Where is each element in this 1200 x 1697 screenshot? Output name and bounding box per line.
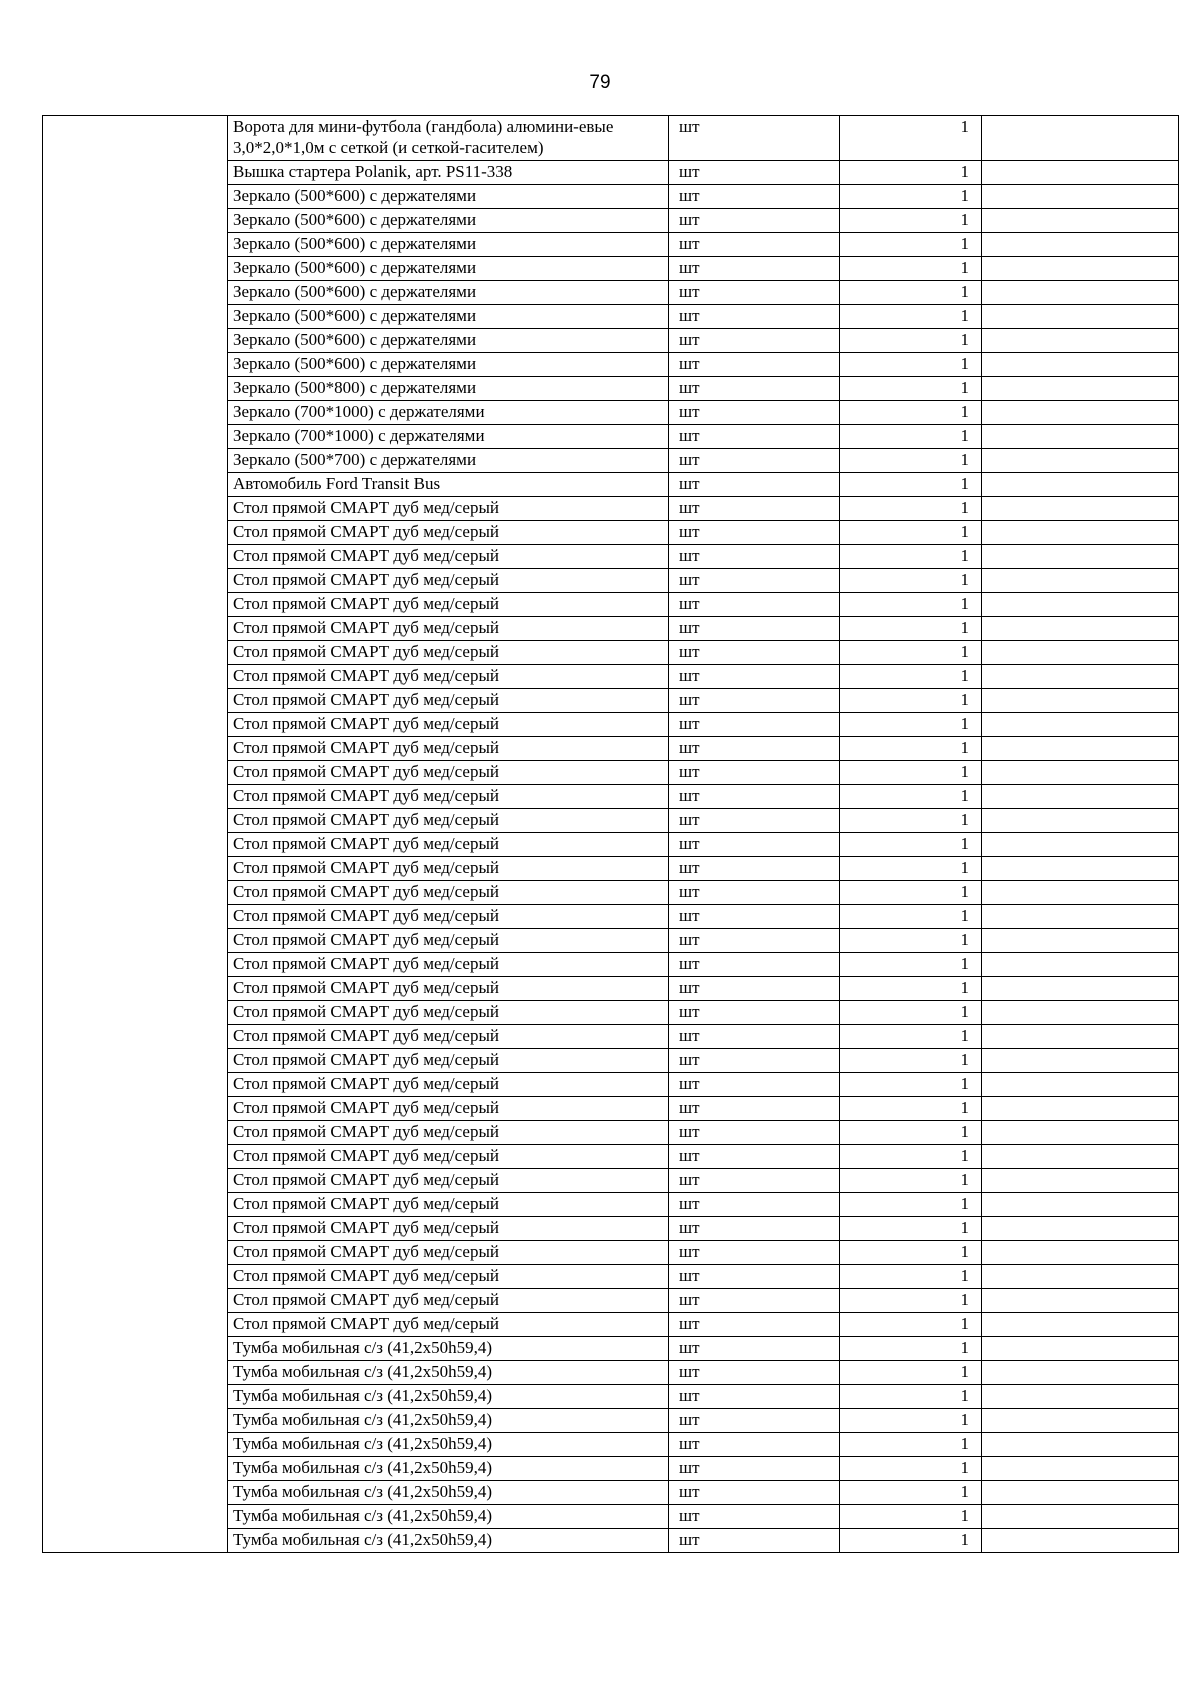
item-name-cell: Стол прямой СМАРТ дуб мед/серый — [228, 1073, 669, 1097]
empty-cell — [982, 689, 1179, 713]
item-name-cell: Стол прямой СМАРТ дуб мед/серый — [228, 905, 669, 929]
item-name-cell: Стол прямой СМАРТ дуб мед/серый — [228, 929, 669, 953]
unit-cell: шт — [669, 953, 840, 977]
quantity-cell: 1 — [840, 1457, 982, 1481]
item-name-cell: Тумба мобильная с/з (41,2х50h59,4) — [228, 1433, 669, 1457]
quantity-cell: 1 — [840, 116, 982, 161]
unit-cell: шт — [669, 1049, 840, 1073]
empty-cell — [982, 161, 1179, 185]
quantity-cell: 1 — [840, 377, 982, 401]
item-name-cell: Тумба мобильная с/з (41,2х50h59,4) — [228, 1409, 669, 1433]
inventory-table — [42, 115, 1179, 1553]
item-name-cell: Тумба мобильная с/з (41,2х50h59,4) — [228, 1457, 669, 1481]
unit-cell: шт — [669, 1169, 840, 1193]
item-name-cell: Стол прямой СМАРТ дуб мед/серый — [228, 665, 669, 689]
unit-cell: шт — [669, 116, 840, 161]
empty-cell — [982, 1145, 1179, 1169]
empty-cell — [982, 1481, 1179, 1505]
empty-cell — [982, 281, 1179, 305]
empty-cell — [982, 1457, 1179, 1481]
unit-cell: шт — [669, 1241, 840, 1265]
empty-cell — [982, 929, 1179, 953]
quantity-cell: 1 — [840, 1409, 982, 1433]
unit-cell: шт — [669, 233, 840, 257]
empty-cell — [982, 257, 1179, 281]
empty-cell — [982, 833, 1179, 857]
item-name-cell: Стол прямой СМАРТ дуб мед/серый — [228, 1217, 669, 1241]
empty-cell — [982, 1505, 1179, 1529]
quantity-cell: 1 — [840, 1193, 982, 1217]
quantity-cell: 1 — [840, 425, 982, 449]
empty-cell — [982, 1097, 1179, 1121]
unit-cell: шт — [669, 185, 840, 209]
unit-cell: шт — [669, 857, 840, 881]
unit-cell: шт — [669, 593, 840, 617]
unit-cell: шт — [669, 305, 840, 329]
empty-cell — [982, 401, 1179, 425]
item-name-cell: Стол прямой СМАРТ дуб мед/серый — [228, 1169, 669, 1193]
item-name-cell: Стол прямой СМАРТ дуб мед/серый — [228, 1265, 669, 1289]
empty-cell — [982, 665, 1179, 689]
item-name-cell: Зеркало (500*800) с держателями — [228, 377, 669, 401]
empty-cell — [982, 809, 1179, 833]
unit-cell: шт — [669, 497, 840, 521]
item-name-cell: Стол прямой СМАРТ дуб мед/серый — [228, 1145, 669, 1169]
quantity-cell: 1 — [840, 329, 982, 353]
quantity-cell: 1 — [840, 665, 982, 689]
item-name-cell: Стол прямой СМАРТ дуб мед/серый — [228, 1025, 669, 1049]
empty-cell — [982, 1121, 1179, 1145]
unit-cell: шт — [669, 1385, 840, 1409]
quantity-cell: 1 — [840, 1121, 982, 1145]
empty-cell — [982, 545, 1179, 569]
empty-cell — [982, 425, 1179, 449]
item-name-cell: Стол прямой СМАРТ дуб мед/серый — [228, 737, 669, 761]
item-name-cell: Стол прямой СМАРТ дуб мед/серый — [228, 521, 669, 545]
item-name-cell: Стол прямой СМАРТ дуб мед/серый — [228, 545, 669, 569]
unit-cell: шт — [669, 1073, 840, 1097]
unit-cell: шт — [669, 1289, 840, 1313]
item-name-cell: Зеркало (500*600) с держателями — [228, 329, 669, 353]
quantity-cell: 1 — [840, 929, 982, 953]
unit-cell: шт — [669, 737, 840, 761]
quantity-cell: 1 — [840, 1001, 982, 1025]
unit-cell: шт — [669, 449, 840, 473]
quantity-cell: 1 — [840, 977, 982, 1001]
empty-cell — [982, 1385, 1179, 1409]
quantity-cell: 1 — [840, 161, 982, 185]
item-name-cell: Стол прямой СМАРТ дуб мед/серый — [228, 881, 669, 905]
quantity-cell: 1 — [840, 449, 982, 473]
item-name-cell: Зеркало (500*600) с держателями — [228, 209, 669, 233]
empty-cell — [982, 713, 1179, 737]
quantity-cell: 1 — [840, 569, 982, 593]
item-name-cell: Стол прямой СМАРТ дуб мед/серый — [228, 1193, 669, 1217]
quantity-cell: 1 — [840, 185, 982, 209]
unit-cell: шт — [669, 569, 840, 593]
quantity-cell: 1 — [840, 401, 982, 425]
item-name-cell: Тумба мобильная с/з (41,2х50h59,4) — [228, 1385, 669, 1409]
item-name-cell: Стол прямой СМАРТ дуб мед/серый — [228, 809, 669, 833]
item-name-cell: Зеркало (700*1000) с держателями — [228, 425, 669, 449]
quantity-cell: 1 — [840, 257, 982, 281]
item-name-cell: Стол прямой СМАРТ дуб мед/серый — [228, 593, 669, 617]
unit-cell: шт — [669, 833, 840, 857]
empty-cell — [982, 1049, 1179, 1073]
unit-cell: шт — [669, 473, 840, 497]
empty-cell — [982, 473, 1179, 497]
empty-cell — [982, 881, 1179, 905]
empty-cell — [982, 116, 1179, 161]
quantity-cell: 1 — [840, 737, 982, 761]
unit-cell: шт — [669, 1313, 840, 1337]
empty-cell — [982, 1337, 1179, 1361]
empty-cell — [982, 1529, 1179, 1553]
unit-cell: шт — [669, 761, 840, 785]
quantity-cell: 1 — [840, 1097, 982, 1121]
unit-cell: шт — [669, 425, 840, 449]
item-name-cell: Стол прямой СМАРТ дуб мед/серый — [228, 977, 669, 1001]
item-name-cell: Зеркало (500*600) с держателями — [228, 353, 669, 377]
item-name-cell: Стол прямой СМАРТ дуб мед/серый — [228, 1001, 669, 1025]
empty-cell — [982, 377, 1179, 401]
quantity-cell: 1 — [840, 1337, 982, 1361]
item-name-cell: Стол прямой СМАРТ дуб мед/серый — [228, 761, 669, 785]
item-name-cell: Стол прямой СМАРТ дуб мед/серый — [228, 497, 669, 521]
unit-cell: шт — [669, 1409, 840, 1433]
quantity-cell: 1 — [840, 1217, 982, 1241]
item-name-cell: Зеркало (500*600) с держателями — [228, 185, 669, 209]
quantity-cell: 1 — [840, 1385, 982, 1409]
quantity-cell: 1 — [840, 473, 982, 497]
unit-cell: шт — [669, 1025, 840, 1049]
unit-cell: шт — [669, 1529, 840, 1553]
unit-cell: шт — [669, 401, 840, 425]
item-name-cell: Тумба мобильная с/з (41,2х50h59,4) — [228, 1481, 669, 1505]
item-name-cell: Зеркало (500*700) с держателями — [228, 449, 669, 473]
empty-cell — [982, 521, 1179, 545]
quantity-cell: 1 — [840, 617, 982, 641]
quantity-cell: 1 — [840, 281, 982, 305]
quantity-cell: 1 — [840, 1169, 982, 1193]
unit-cell: шт — [669, 377, 840, 401]
item-name-cell: Стол прямой СМАРТ дуб мед/серый — [228, 1289, 669, 1313]
item-name-cell: Зеркало (500*600) с держателями — [228, 281, 669, 305]
quantity-cell: 1 — [840, 953, 982, 977]
unit-cell: шт — [669, 1001, 840, 1025]
unit-cell: шт — [669, 713, 840, 737]
unit-cell: шт — [669, 905, 840, 929]
item-name-cell: Ворота для мини-футбола (гандбола) алюмини-евые 3,0*2,0*1,0м с сеткой (и сеткой-гасителем) — [228, 116, 669, 161]
empty-cell — [982, 185, 1179, 209]
unit-cell: шт — [669, 353, 840, 377]
unit-cell: шт — [669, 209, 840, 233]
quantity-cell: 1 — [840, 521, 982, 545]
quantity-cell: 1 — [840, 1313, 982, 1337]
unit-cell: шт — [669, 689, 840, 713]
unit-cell: шт — [669, 545, 840, 569]
quantity-cell: 1 — [840, 1433, 982, 1457]
empty-cell — [982, 1193, 1179, 1217]
quantity-cell: 1 — [840, 761, 982, 785]
quantity-cell: 1 — [840, 1025, 982, 1049]
unit-cell: шт — [669, 1097, 840, 1121]
table-row — [43, 116, 1179, 161]
item-name-cell: Стол прямой СМАРТ дуб мед/серый — [228, 1241, 669, 1265]
item-name-cell: Тумба мобильная с/з (41,2х50h59,4) — [228, 1361, 669, 1385]
empty-cell — [982, 1313, 1179, 1337]
item-name-cell: Стол прямой СМАРТ дуб мед/серый — [228, 689, 669, 713]
empty-cell — [982, 737, 1179, 761]
empty-cell — [982, 1025, 1179, 1049]
quantity-cell: 1 — [840, 1145, 982, 1169]
empty-cell — [982, 1169, 1179, 1193]
empty-cell — [982, 569, 1179, 593]
empty-cell — [982, 641, 1179, 665]
item-name-cell: Стол прямой СМАРТ дуб мед/серый — [228, 1049, 669, 1073]
unit-cell: шт — [669, 809, 840, 833]
quantity-cell: 1 — [840, 833, 982, 857]
section-cell — [43, 116, 228, 1553]
unit-cell: шт — [669, 881, 840, 905]
empty-cell — [982, 353, 1179, 377]
quantity-cell: 1 — [840, 689, 982, 713]
quantity-cell: 1 — [840, 233, 982, 257]
unit-cell: шт — [669, 929, 840, 953]
unit-cell: шт — [669, 641, 840, 665]
item-name-cell: Вышка стартера Polanik, арт. PS11-338 — [228, 161, 669, 185]
item-name-cell: Стол прямой СМАРТ дуб мед/серый — [228, 857, 669, 881]
empty-cell — [982, 1265, 1179, 1289]
empty-cell — [982, 761, 1179, 785]
empty-cell — [982, 1073, 1179, 1097]
empty-cell — [982, 617, 1179, 641]
item-name-cell: Тумба мобильная с/з (41,2х50h59,4) — [228, 1505, 669, 1529]
quantity-cell: 1 — [840, 641, 982, 665]
item-name-cell: Стол прямой СМАРТ дуб мед/серый — [228, 785, 669, 809]
item-name-cell: Зеркало (500*600) с держателями — [228, 233, 669, 257]
empty-cell — [982, 785, 1179, 809]
quantity-cell: 1 — [840, 857, 982, 881]
empty-cell — [982, 1409, 1179, 1433]
quantity-cell: 1 — [840, 545, 982, 569]
item-name-cell: Тумба мобильная с/з (41,2х50h59,4) — [228, 1337, 669, 1361]
quantity-cell: 1 — [840, 809, 982, 833]
quantity-cell: 1 — [840, 353, 982, 377]
quantity-cell: 1 — [840, 305, 982, 329]
empty-cell — [982, 1217, 1179, 1241]
empty-cell — [982, 977, 1179, 1001]
quantity-cell: 1 — [840, 905, 982, 929]
unit-cell: шт — [669, 785, 840, 809]
empty-cell — [982, 209, 1179, 233]
item-name-cell: Зеркало (700*1000) с держателями — [228, 401, 669, 425]
item-name-cell: Стол прямой СМАРТ дуб мед/серый — [228, 1313, 669, 1337]
quantity-cell: 1 — [840, 1529, 982, 1553]
unit-cell: шт — [669, 1193, 840, 1217]
unit-cell: шт — [669, 1361, 840, 1385]
item-name-cell: Стол прямой СМАРТ дуб мед/серый — [228, 641, 669, 665]
quantity-cell: 1 — [840, 881, 982, 905]
empty-cell — [982, 305, 1179, 329]
empty-cell — [982, 1241, 1179, 1265]
unit-cell: шт — [669, 1121, 840, 1145]
unit-cell: шт — [669, 1481, 840, 1505]
quantity-cell: 1 — [840, 593, 982, 617]
unit-cell: шт — [669, 977, 840, 1001]
unit-cell: шт — [669, 617, 840, 641]
quantity-cell: 1 — [840, 1241, 982, 1265]
item-name-cell: Автомобиль Ford Transit Bus — [228, 473, 669, 497]
empty-cell — [982, 593, 1179, 617]
empty-cell — [982, 449, 1179, 473]
empty-cell — [982, 497, 1179, 521]
unit-cell: шт — [669, 1265, 840, 1289]
quantity-cell: 1 — [840, 1481, 982, 1505]
unit-cell: шт — [669, 1433, 840, 1457]
empty-cell — [982, 905, 1179, 929]
empty-cell — [982, 1361, 1179, 1385]
unit-cell: шт — [669, 665, 840, 689]
page-number: 79 — [589, 72, 611, 93]
quantity-cell: 1 — [840, 1289, 982, 1313]
item-name-cell: Стол прямой СМАРТ дуб мед/серый — [228, 569, 669, 593]
quantity-cell: 1 — [840, 1073, 982, 1097]
inventory-table-body — [43, 116, 1179, 1553]
unit-cell: шт — [669, 257, 840, 281]
item-name-cell: Зеркало (500*600) с держателями — [228, 257, 669, 281]
empty-cell — [982, 1289, 1179, 1313]
empty-cell — [982, 233, 1179, 257]
quantity-cell: 1 — [840, 1049, 982, 1073]
quantity-cell: 1 — [840, 713, 982, 737]
item-name-cell: Стол прямой СМАРТ дуб мед/серый — [228, 713, 669, 737]
quantity-cell: 1 — [840, 785, 982, 809]
quantity-cell: 1 — [840, 1265, 982, 1289]
unit-cell: шт — [669, 281, 840, 305]
empty-cell — [982, 953, 1179, 977]
item-name-cell: Стол прямой СМАРТ дуб мед/серый — [228, 617, 669, 641]
unit-cell: шт — [669, 1145, 840, 1169]
empty-cell — [982, 1433, 1179, 1457]
unit-cell: шт — [669, 329, 840, 353]
empty-cell — [982, 857, 1179, 881]
empty-cell — [982, 1001, 1179, 1025]
quantity-cell: 1 — [840, 497, 982, 521]
empty-cell — [982, 329, 1179, 353]
unit-cell: шт — [669, 1217, 840, 1241]
unit-cell: шт — [669, 161, 840, 185]
item-name-cell: Зеркало (500*600) с держателями — [228, 305, 669, 329]
unit-cell: шт — [669, 521, 840, 545]
item-name-cell: Стол прямой СМАРТ дуб мед/серый — [228, 833, 669, 857]
item-name-cell: Тумба мобильная с/з (41,2х50h59,4) — [228, 1529, 669, 1553]
unit-cell: шт — [669, 1337, 840, 1361]
quantity-cell: 1 — [840, 1505, 982, 1529]
quantity-cell: 1 — [840, 1361, 982, 1385]
unit-cell: шт — [669, 1505, 840, 1529]
item-name-cell: Стол прямой СМАРТ дуб мед/серый — [228, 1097, 669, 1121]
item-name-cell: Стол прямой СМАРТ дуб мед/серый — [228, 953, 669, 977]
item-name-cell: Стол прямой СМАРТ дуб мед/серый — [228, 1121, 669, 1145]
unit-cell: шт — [669, 1457, 840, 1481]
quantity-cell: 1 — [840, 209, 982, 233]
